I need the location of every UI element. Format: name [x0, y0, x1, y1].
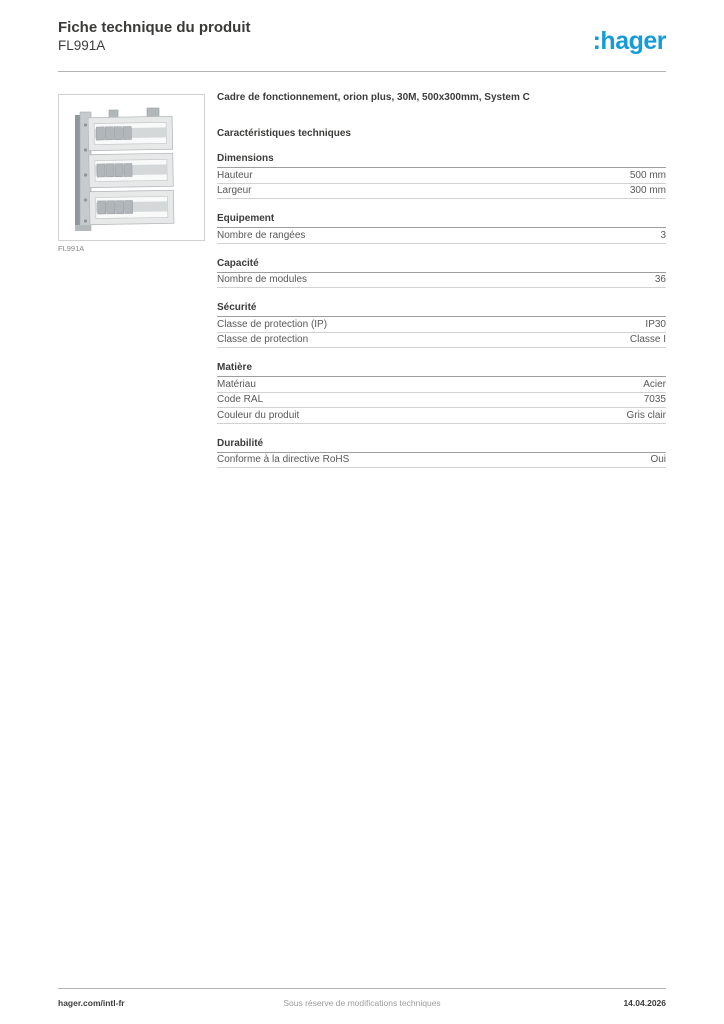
spec-section-title: Equipement	[217, 213, 666, 228]
spec-row	[217, 168, 666, 184]
spec-value: Gris clair	[626, 409, 666, 421]
spec-row	[217, 453, 666, 469]
spec-row	[217, 228, 666, 244]
spec-label: Conforme à la directive RoHS	[217, 454, 350, 465]
product-description: Cadre de fonctionnement, orion plus, 30M, 500x300mm, System C	[217, 92, 530, 103]
spec-row	[217, 333, 666, 349]
spec-row	[217, 317, 666, 333]
product-image-caption: FL991A	[58, 244, 85, 253]
spec-section	[217, 438, 666, 469]
product-image	[59, 95, 204, 240]
spec-label: Nombre de rangées	[217, 229, 306, 241]
header-divider	[58, 71, 666, 72]
spec-column	[217, 91, 666, 468]
spec-sections	[217, 153, 666, 468]
spec-label: Hauteur	[217, 169, 253, 181]
spec-section-title: Durabilité	[217, 438, 666, 453]
spec-section	[217, 362, 666, 424]
spec-row	[217, 377, 666, 393]
spec-section-title: Dimensions	[217, 153, 666, 168]
spec-label: Couleur du produit	[217, 409, 300, 421]
spec-section	[217, 153, 666, 199]
spec-value: Classe I	[629, 334, 666, 345]
spec-section	[217, 302, 666, 348]
spec-label: Largeur	[217, 185, 252, 196]
spec-value: 7035	[643, 394, 666, 405]
page-title: Fiche technique du produit	[58, 19, 251, 36]
spec-value: Acier	[643, 378, 666, 390]
hager-logo: :hager	[592, 27, 666, 55]
spec-value: 500 mm	[629, 169, 666, 181]
footer-website-link[interactable]: hager.com/intl-fr	[58, 998, 125, 1008]
spec-section	[217, 213, 666, 244]
product-image-frame	[58, 94, 205, 241]
spec-row	[217, 184, 666, 200]
footer	[58, 988, 666, 1008]
spec-value: Oui	[650, 454, 666, 465]
spec-value: IP30	[645, 318, 666, 330]
footer-disclaimer: Sous réserve de modifications techniques	[283, 998, 441, 1008]
spec-row	[217, 408, 666, 424]
spec-section-title: Matière	[217, 362, 666, 377]
spec-value: 36	[654, 274, 666, 285]
spec-section-title: Sécurité	[217, 302, 666, 317]
spec-label: Classe de protection	[217, 334, 309, 345]
spec-label: Matériau	[217, 378, 256, 390]
product-reference: FL991A	[58, 38, 106, 53]
spec-section	[217, 258, 666, 289]
spec-row	[217, 273, 666, 289]
spec-value: 300 mm	[629, 185, 666, 196]
tech-characteristics-heading: Caractéristiques techniques	[217, 128, 351, 139]
spec-label: Classe de protection (IP)	[217, 318, 328, 330]
spec-label: Nombre de modules	[217, 274, 308, 285]
spec-row	[217, 393, 666, 409]
header	[58, 18, 666, 55]
spec-value: 3	[660, 229, 666, 241]
spec-section-title: Capacité	[217, 258, 666, 273]
footer-date: 14.04.2026	[623, 998, 666, 1008]
spec-label: Code RAL	[217, 394, 264, 405]
